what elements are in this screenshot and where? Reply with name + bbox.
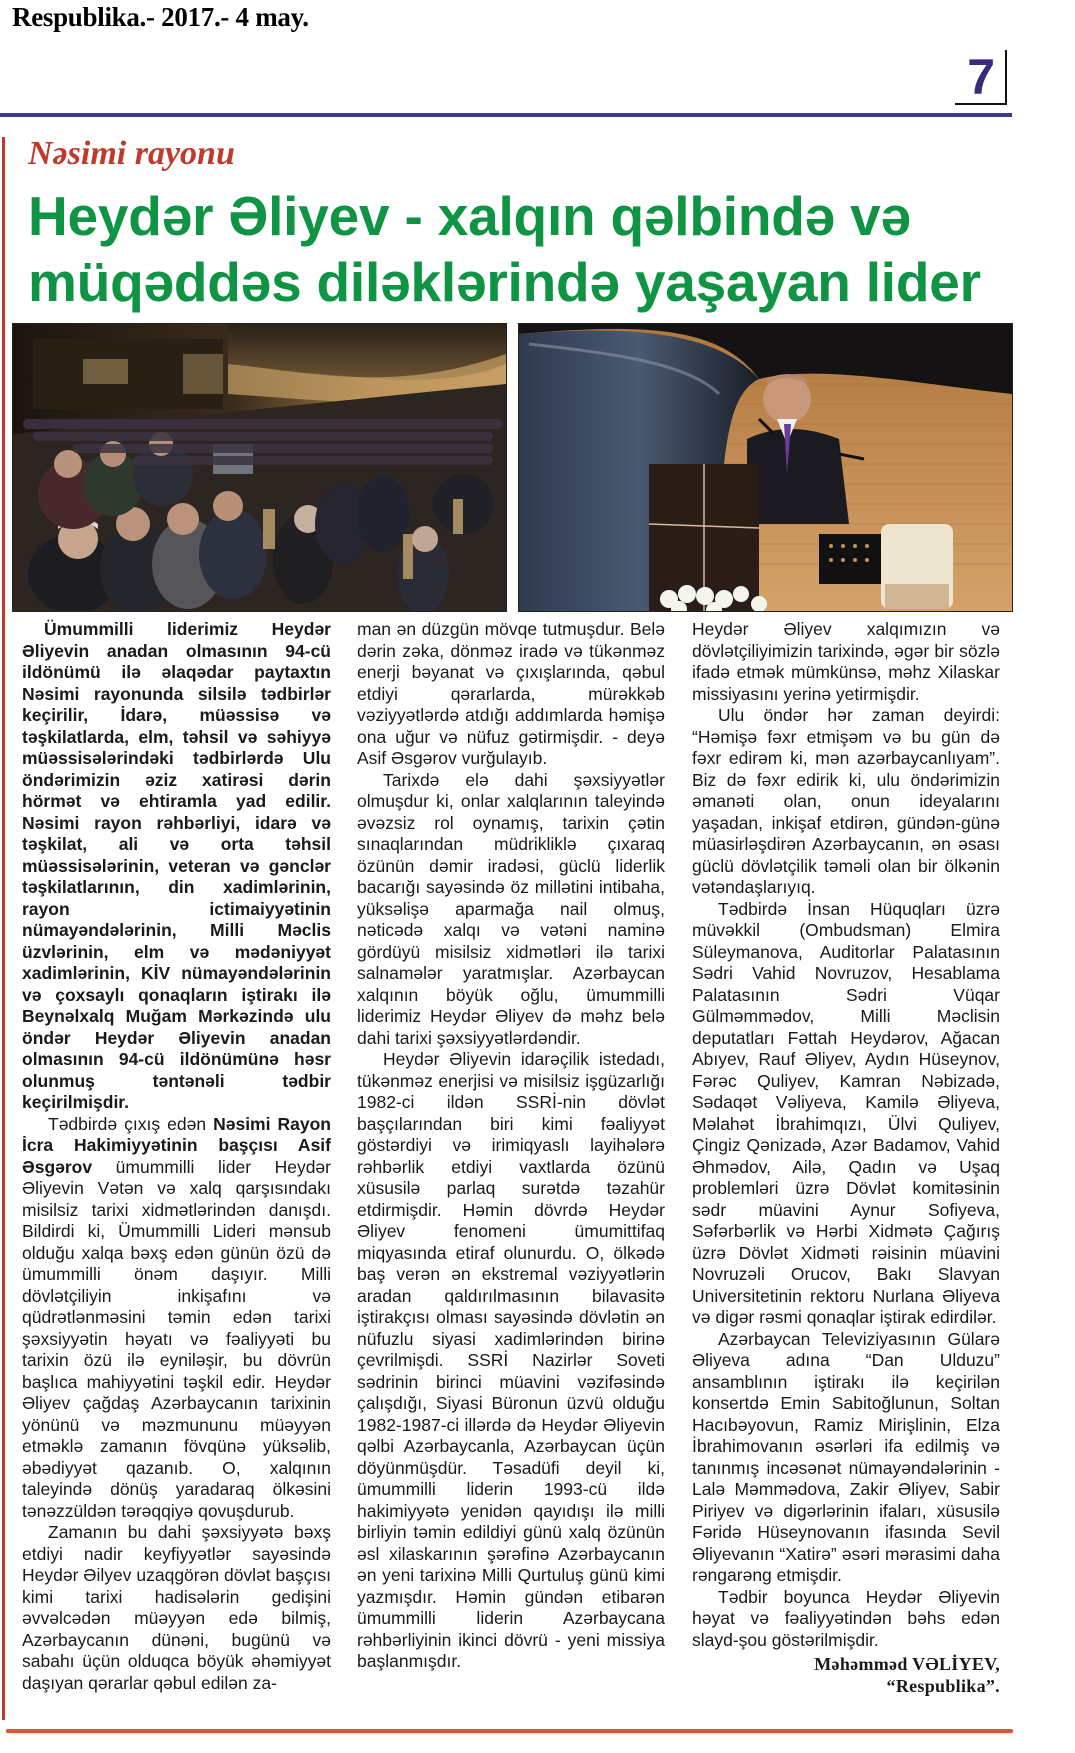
paragraph: Tədbir boyunca Heydər Əliyevin həyat və fəaliyyətindən bəhs edən slayd-şou göstərilmişdir. <box>692 1586 1000 1650</box>
audience-photo-image <box>13 324 506 611</box>
paragraph: Heydər Əliyevin idarəçilik istedadı, tükənməz enerjisi və misilsiz işgüzarlığı 1982-ci ildən SSRİ-nin dövlət başçılarından biri kimi fəaliyyət göstərdiyi və irimiqyaslı layihələrə rəhbərlik etdiyi vaxtlarda özünü xüsusilə parlaq surətdə təzahür etdirmişdir. Həmin dövrdə Heydər Əliyev fenomeni ümumittifaq miqyasında etiraf olunurdu. O, ölkədə baş verən ən ekstremal vəziyyətlərin aradan qaldırılmasının bilavasitə iştirakçısı olması sayəsində dövlətin ən nüfuzlu siyasi xadimlərindən birinə çevrilmişdi. SSRİ Nazirlər Soveti sədrinin birinci müavini vəzifəsində çalışdığı, Siyasi Büronun üzvü olduğu 1982-1987-ci illərdə də Heydər Əliyevin qəlbi Azərbaycanla, Azərbaycan üçün döyünmüşdür. Təsadüfi deyil ki, ümummilli liderin 1993-cü ildə hakimiyyətə yenidən qayıdışı ilə milli birliyin təmin edildiyi günü xalq özünün əsl xilaskarının şərəfinə Azərbaycanın ən yeni tarixinə Milli Qurtuluş günü kimi yazmışdır. Həmin gündən etibarən ümummilli liderin Azərbaycana rəhbərliyinin ikinci dövrü - yeni missiya başlanmışdır. <box>357 1049 665 1671</box>
headline-line-1: Heydər Əliyev - xalqın qəlbində və <box>28 185 911 247</box>
paragraph: Zamanın bu dahi şəxsiyyətə bəxş etdiyi nadir keyfiyyətlər sayəsində Heydər Əilyev uzaqgörən dövlət başçısı kimi tarixi hadisələrin gedişini əvvəlcədən müəyyən edə bilmiş, Azərbaycanın dünəni, bugünü və sabahı üçün olduqca böyük əhəmiyyət daşıyan qərarlar qəbul edilən za- <box>22 1522 331 1693</box>
headline-line-2: müqəddəs diləklərində yaşayan lider <box>28 251 981 313</box>
paragraph: Ulu öndər hər zaman deyirdi: “Həmişə fəxr etmişəm və bu gün də fəxr edirəm ki, mən azərbaycanlıyam”. Biz də fəxr edirik ki, ulu öndərimizin əmanəti olan, onun ideyalarını yaşadan, inkişaf etdirən, gündən-günə müasirləşdirən Azərbaycanın, ən əsası güclü dövlətçilik təməli olan bir ölkənin vətəndaşlarıyıq. <box>692 705 1000 897</box>
headline <box>28 183 1018 315</box>
photo-audience <box>12 323 507 612</box>
paragraph: Azərbaycan Televiziyasının Gülarə Əliyeva adına “Dan Ulduzu” ansamblının iştirakı ilə keçirilən konsertdə Emin Sabitoğlunun, Soltan Hacıbəyovun, Ramiz Mirişlinin, Elza İbrahimovanın əsərləri ifa edilmiş və tanınmış incəsənət nümayəndələrinin - Lalə Məmmədova, Zakir Əliyev, Sabir Piriyev və digərlərinin ifaları, xüsusilə Fəridə Hüseynovanın ifasında Sevil Əliyevanın “Xatirə” əsəri mərasimi daha rəngarəng etmişdir. <box>692 1328 1000 1585</box>
paragraph: Heydər Əliyev xalqımızın və dövlətçiliyimizin tarixində, əgər bir sözlə ifadə etmək mümkünsə, məhz Xilaskar missiyasını yerinə yetirmişdir. <box>692 619 1000 704</box>
top-rule <box>0 113 1012 117</box>
column-2 <box>357 619 665 1673</box>
paragraph: man ən düzgün mövqe tutmuşdur. Belə dərin zəka, dönməz iradə və tükənməz enerji bəyanat və çıxışlarında, qəbul etdiyi qərarlarda, mürəkkəb vəziyyətlərdə atdığı addımlarda həmişə ona uğur və nüfuz gətirmişdir. - deyə Asif Əsgərov vurğulayıb. <box>357 619 665 768</box>
left-frame-border <box>2 137 5 1720</box>
lead-paragraph: Ümummilli liderimiz Heydər Əliyevin anadan olmasının 94-cü ildönümü ilə əlaqədar paytaxtın Nəsimi rayonunda silsilə tədbirlər keçirilir, İdarə, müəssisə və təşkilatlarda, elm, təhsil və səhiyyə müəssisələrindəki tədbirlərdə Ulu öndərimizin əziz xatirəsi dərin hörmət və ehtiramla yad edilir. Nəsimi rayon rəhbərliyi, idarə və təşkilat, ali və orta təhsil müəssisələrinin, veteran və gənclər təşkilatlarının, din xadimlərinin, rayon ictimaiyyətinin nümayəndələrinin, Milli Məclis üzvlərinin, elm və mədəniyyət xadimlərinin, KİV nümayəndələrinin və çoxsaylı qonaqların iştirakı ilə Beynəlxalq Muğam Mərkəzində ulu öndər Heydər Əliyevin anadan olmasının 94-cü ildönümünə həsr olunmuş təntənəli tədbir keçirilmişdir. <box>22 619 331 1112</box>
photo-speaker <box>518 323 1013 612</box>
bottom-rule <box>6 1729 1013 1733</box>
author-name: Məhəmməd VƏLİYEV, <box>814 1654 1000 1674</box>
paragraph: Tədbirdə İnsan Hüquqları üzrə müvəkkil (Ombudsman) Elmira Süleymanova, Auditorlar Palatasının Sədri Vahid Novruzov, Hesablama Palatasının Sədri Vüqar Gülməmmədov, Milli Məclisin deputatları Fəttah Heydərov, Ağacan Abıyev, Rauf Əliyev, Aydın Hüseynov, Fərəc Quliyev, Kamran Nəbizadə, Sədaqət Vəliyeva, Kamilə Əliyeva, Məlahət İbrahimqızı, Ülvi Quliyev, Çingiz Qənizadə, Azər Badamov, Vahid Əhmədov, Ailə, Qadın və Uşaq problemləri üzrə Dövlət komitəsinin sədr müavini Aynur Sofiyeva, Səfərbərlik və Hərbi Xidmətə Çağırış üzrə Dövlət Xidməti rəisinin müavini Novruzəli Orucov, Bakı Slavyan Universitetinin rektoru Nurlana Əliyeva və digər rəsmi qonaqlar iştirak edirdilər. <box>692 898 1000 1327</box>
page-number-box <box>955 50 1007 105</box>
author-publication: “Respublika”. <box>886 1676 1000 1696</box>
speaker-photo-image <box>519 324 1012 611</box>
page-number: 7 <box>967 49 995 105</box>
speaker-name: Nəsimi Rayon İcra Hakimiyyətinin başçısı Asif Əsgərov <box>22 1113 332 1177</box>
rubric: Nəsimi rayonu <box>28 135 235 172</box>
author-signature <box>692 1653 1000 1697</box>
paragraph: Tarixdə elə dahi şəxsiyyətlər olmuşdur ki, onlar xalqlarının taleyində əvəzsiz rol oynamış, tarixin çətin sınaqlarından müdrikliklə çıxaraq özünün dəmir iradəsi, güclü liderlik bacarığı sayəsində öz millətini intibaha, yüksəlişə aparmağa nail olmuş, nəticədə xalqı və vətəni naminə gördüyü misilsiz xidmətləri ilə tarixi salnamələr yaratmışlar. Azərbaycan xalqının böyük oğlu, ümummilli liderimiz Heydər Əliyev də məhz belə dahi tarixi şəxsiyyətlərdəndir. <box>357 769 665 1048</box>
paragraph: Tədbirdə çıxış edən Nəsimi Rayon İcra Hakimiyyətinin başçısı Asif Əsgərov ümummilli lider Heydər Əliyevin Vətən və xalq qarşısındakı misilsiz tarixi xidmətlərindən danışdı. Bildirdi ki, Ümummilli Lideri mənsub olduğu xalqa bəxş edən günün özü də ümummilli önəm daşıyır. Milli dövlətçiliyin inkişafını və qüdrətlənməsini təmin edən tarixi şəxsiyyətin həyatı və fəaliyyəti bu tarixin özü ilə eyniləşir, bu dövrün başlıca mahiyyətini təşkil edir. Heydər Əliyev çağdaş Azərbaycanın tarixinin yönünü və məzmununu müəyyən etməklə zamanın fövqünə yüksəlib, əbədiyyət qazanıb. O, xalqının taleyində dönüş yaradaraq ölkəsini tənəzzüldən tərəqqiyə qovuşdurub. <box>22 1113 332 1521</box>
column-1 <box>22 619 331 1694</box>
column-3 <box>692 619 1000 1697</box>
source-line: Respublika.- 2017.- 4 may. <box>12 2 309 32</box>
